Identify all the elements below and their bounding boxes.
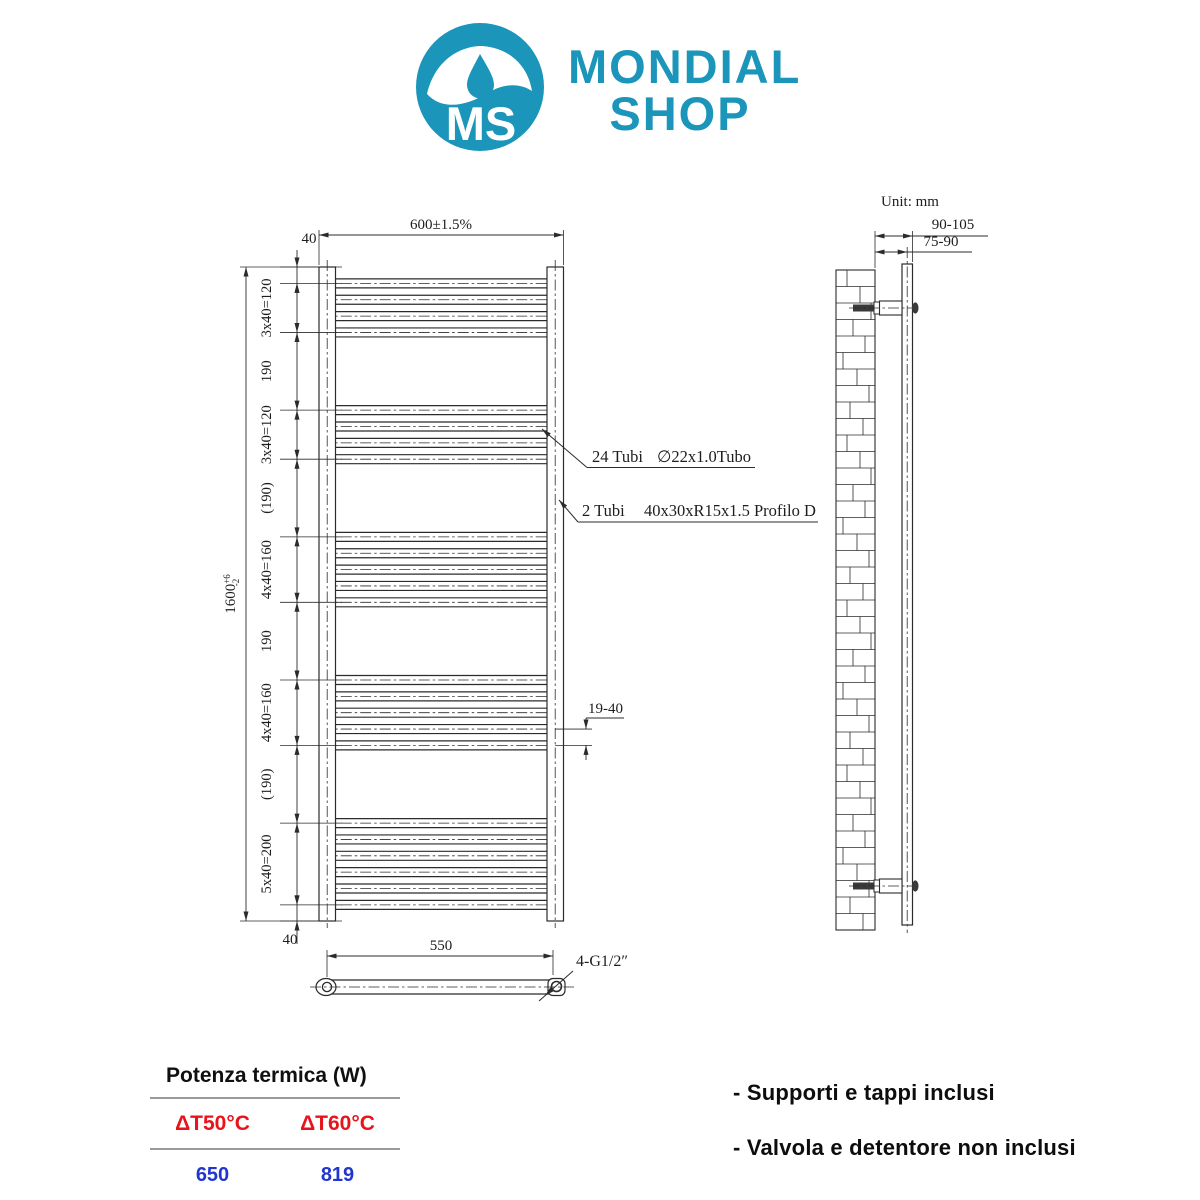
rail-count-note: 2 Tubi [582,501,625,520]
side-view [836,247,921,933]
chain-dim-label: (190) [259,768,275,800]
included-notes [733,1080,1076,1190]
chain-dim-label: 190 [259,630,275,653]
table-header-row [150,1099,400,1150]
chain-dim-label: (190) [259,482,275,514]
bottom-view [310,938,628,1001]
annotations [540,427,818,522]
logo-monogram: MS [445,97,517,150]
table-value-dt60: 819 [320,1164,355,1186]
table-header-dt60: ΔT60°C [300,1112,375,1135]
chain-dim-label: 5x40=200 [259,834,275,894]
tube-gap-dim: 19-40 [588,701,623,717]
unit-label: Unit: mm [881,194,939,210]
thermal-power-table [150,1060,400,1193]
depth-overall-dim: 90-105 [931,217,975,233]
overall-width-dim: 600±1.5% [410,217,472,233]
bottom-offset-dim: 40 [282,932,298,948]
side-dimensions [875,194,988,268]
note-supports: - Supporti e tappi inclusi [733,1080,995,1105]
logo-line1: MONDIAL [568,40,802,93]
technical-drawing [0,180,1200,1035]
chain-dim-label: 3x40=120 [259,405,275,465]
chain-dim-label: 4x40=160 [259,540,275,600]
rail-spec-note: 40x30xR15x1.5 Profilo D [644,501,816,520]
front-view [319,260,564,928]
overall-height-dim: $1600^{+6}-2$ [222,574,241,614]
table-header-dt50: ΔT50°C [175,1112,250,1135]
table-value-dt50: 650 [195,1164,230,1186]
note-valve: - Valvola e detentore non inclusi [733,1135,1076,1160]
logo-line2: SHOP [609,87,751,140]
tube-count-note: 24 Tubi [592,447,643,466]
depth-to-center-dim: 75-90 [923,234,959,250]
chain-dim-label: 3x40=120 [259,278,275,338]
chain-dim-label: 4x40=160 [259,683,275,743]
top-offset-dim: 40 [301,231,317,247]
logo-mark [416,23,544,151]
chain-dim-label: 190 [259,360,275,383]
logo-wordmark [568,40,801,140]
bottom-width-dim: 550 [429,938,453,954]
table-title: Potenza termica (W) [150,1060,400,1099]
tube-spec-note: ∅22x1.0Tubo [657,447,751,466]
mondial-shop-logo [400,14,1050,164]
table-value-row [150,1150,400,1193]
thread-note: 4-G1/2″ [576,953,628,970]
